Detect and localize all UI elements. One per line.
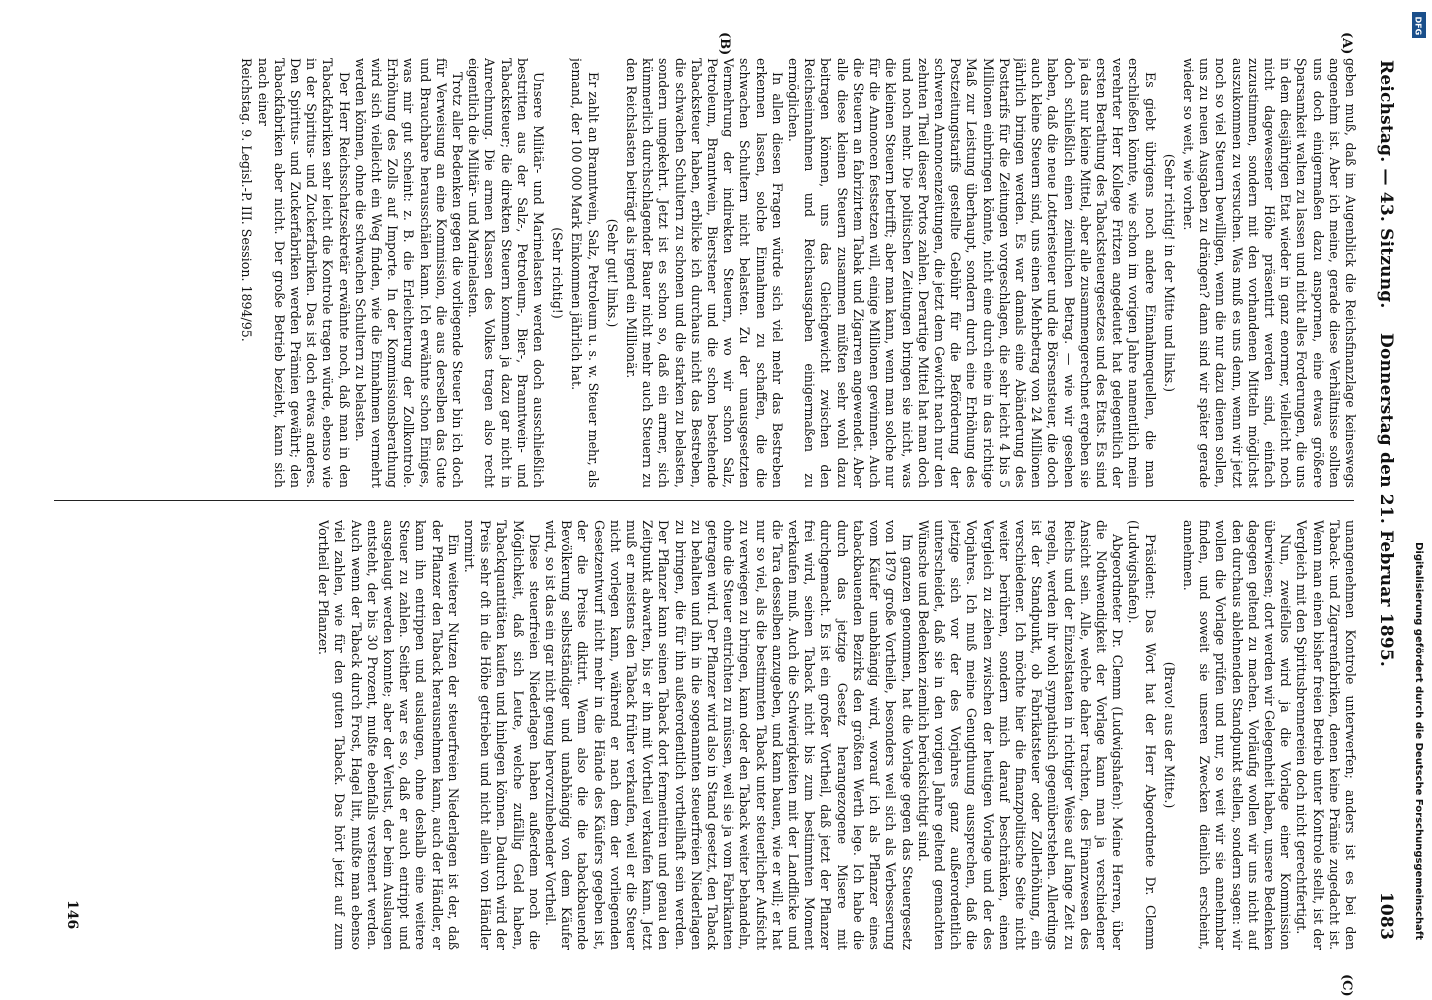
dfg-logo-text: DFG: [1413, 16, 1423, 36]
paragraph: Der Herr Reichsschatzsekretär erwähnte noch, daß man in den Tabackfabriken sehr leicht die Kontrole tragen würde, ebenso wie in der Spiritus- und Zuckerfabriken. Das ist doch etwas anderes. Den Spiritus- und Zuckerfabriken werden Prämien gewährt; den Tabackfabriken aber nicht. Der große Betrieb bezieht, kann sich nach einer: [255, 58, 352, 488]
paragraph: Ein weiterer Nutzen der steuerfreien Niederlagen ist der, daß der Pflanzer den Taback herausnehmen kann, auch der Händler, er kann ihn entrippen und auslaugen, ohne deshalb eine weitere Steuer zu zahlen. Seither war es so, daß er auch entrippt und ausgelaugt werden konnte; aber der Verlust, der beim Auslaugen entsteht, der bis 30 Prozent, mußte ebenfalls verstenert werden. Auch wenn der Taback durch Frost, Hagel litt, mußte man ebenso viel zahlen, wie für den guten Taback. Das hört jetzt auf zum Vortheil der Pflanzer.: [316, 520, 461, 950]
page-number: 1083: [1376, 891, 1396, 940]
paragraph: Im ganzen genommen, hat die Vorlage gegen das Steuergesetz von 1879 große Vortheile, besonders weil sich als Verbesserung vom Käufer unabhängig wird, worauf ich als Pflanzer eines tabackbauenden Bezirks den größten Werth lege. Ich habe die durch das jetzige Gesetz herangezogene Misere mit durchgemacht. Es ist ein großer Vortheil, daß jetzt der Pflanzer frei wird, seinen Taback nicht bis zum bestimmten Moment verkaufen muß. Auch die Schwierigkeiten mit der Landflicke und die Tara desselben anzugeben, und kann bauen, wie er will; er hat nur so viel, als die bestimmten Taback unter steuerlicher Aufsicht zu verwiegen zu bringen, kann oder den Taback weiter behandeln, ohne die Steuer entrichten zu müssen, weil sie ja vom Fabrikanten getragen wird. Der Pflanzer wird also in Stand gesetzt, den Taback zu behalten und ihn in die sogenannten steuerfreien Niederlagen zu bringen, die für ihn außerordentlich vortheilhaft sein werden. Der Pflanzer kann seinen Taback dort fermentiren und genau den Zeitpunkt abwarten, bis er ihn mit Vortheil verkaufen kann. Jetzt muß er meistens den Taback früher verkaufen, weil er die Steuer nicht vorlegen kann, während er nach dem der vorliegenden Gesetzentwurf nicht mehr in die Hände des Käufers gegeben ist, der die Preise diktirt. Wenn also die die tabackbauende Bevölkerung selbstständiger und unabhängig von dem Käufer wird, so ist das ein gar nicht genug hervorzuhebender Vortheil.: [543, 520, 915, 950]
interjection: (Bravo! aus der Mitte.): [1161, 661, 1177, 809]
paragraph: geben muß, daß im Augenblick die Reichsfinanzlage keineswegs angenehm ist. Aber ich meine, gerade diese Verhältnisse sollten uns doch einigermaßen dazu anspornen, eine etwas größere Sparsamkeit walten zu lassen und nicht alles Forderungen, die uns in dem diesjährigen Etat wieder in ganz enormer, vielleicht noch nicht dagewesener Höhe präsentirt werden sind, einfach zuzustimmen, sondern mit den vorhandenen Mitteln möglichst auszukommen zu versuchen. Was muß es uns denn, wenn wir jetzt noch so viel Steuern bewilligen, wenn die nur dazu dienen sollen, uns zu neuen Ausgaben zu drängen? dann sind wir später gerade wieder so weit, wie vorher.: [1180, 58, 1358, 488]
paragraph: Diese steuerfreien Niederlagen haben außerdem noch die Möglichkeit, daß sich Leute, welche zufällig Geld haben, Tabackquantitäten kaufen und hinlegen können. Dadurch wird der Preis sehr oft in die Höhe getrieben und nicht allein von Händler normirt.: [462, 520, 542, 950]
paragraph: unangenehmen Kontrole unterwerfen; anders ist es bei den Taback- und Zigarrenfabriken, denen keine Prämie zugedacht ist. Wenn man einen bisher freien Betrieb unter Kontrole stellt, ist der Vergleich mit den Spiritusbrennereien doch nicht gerechtfertigt.: [1294, 520, 1358, 950]
margin-marker-b: (B): [717, 32, 732, 56]
interjection: (Sehr gut! links.): [604, 218, 620, 328]
margin-marker-a: (A): [1339, 32, 1354, 55]
margin-marker-c: (C): [1339, 974, 1354, 997]
page-header: [1368, 20, 1402, 980]
speaker-paragraph: Präsident: Das Wort hat der Herr Abgeordnete Dr. Clemm (Ludwigshafen).: [1126, 520, 1158, 950]
column-divider: [54, 500, 1354, 501]
paragraph: Unsere Militär- und Marinelasten werden doch ausschließlich bestritten aus der Salz-, Petroleum-, Bier-, Branntwein- und Tabacksteuer; die direkten Steuern kommen ja dazu gar nicht in Anrechnung. Die armen Klassen des Volkes tragen also recht eigentlich die Militär- und Marinelasten.: [466, 58, 547, 488]
signature-mark: 146: [64, 900, 80, 930]
footer-note: Reichstag. 9. Legisl.-P. III. Session. 1894/95.: [239, 58, 255, 342]
paragraph: Nun, zweifellos wird ja die Vorlage einer Kommission überwiesen; dort werden wir Gelegenheit haben, unsere Bedenken dagegen geltend zu machen. Vorläufig wollen wir uns nicht auf den durchaus ablehnenden Standpunkt stellen, sondern sagen: wir wollen die Vorlage prüfen und nur, so weit wir sie annehmbar finden, und soweit sie unseren Zwecken dienlich erscheint, annehmen.: [1180, 520, 1294, 950]
left-text-column: [48, 58, 1358, 488]
paragraph: Es giebt übrigens noch andere Einnahmequellen, die man erschließen könnte, wie schon im vorigen Jahre namentlich mein verehrter Herr Kollege Fritzen angedeutet hat gelegentlich der ersten Berathung des Tabacksteuergesetzes und des Etats. Es sind ja das nur kleine Mittel, aber alle zusammengerechnet ergeben sie doch schließlich einen ziemlichen Betrag. — wie wir gesehen haben, daß die neue Lotteriesteuer und die Börsensteuer, die doch auch kleine Steuern sind, uns einen Mehrbetrag von 24 Millionen jährlich bringen werden. Es war damals eine Abänderung des Posttarifs für die Zeitungen vorgeschlagen, die sehr leicht 4 bis 5 Millionen einbringen könnte, nicht eine durch eine in das richtige Maß zur Leistung überhaupt, sondern durch eine Erhöhung des Postzeitungstarifs gestellte Gebühr für die Beförderung der schweren Annoncenzeitungen, die jetzt dem Gewicht nach nur den zehnten Theil dieser Portos zahlen. Derartige Mittel hat man doch und noch mehr. Die politischen Zeitungen bringen sie nicht, was die kleinen Steuern betrifft; aber man kann, wenn man solche nur für die Annoncen festsetzen will, einige Millionen gewinnen. Auch die Steuern an fabrizirtem Tabak und Zigarren angewendet. Aber alle diese kleinen Steuern zusammen müßten sehr wohl dazu beitragen können, uns das Gleichgewicht zwischen den Reichseinnahmen und Reichsausgaben einigermaßen zu ermöglichen.: [786, 58, 1158, 488]
interjection: (Sehr richtig! in der Mitte und links.): [1161, 153, 1177, 393]
paragraph: In allen diesen Fragen würde sich viel mehr das Bestreben erkennen lassen, solche Einnahmen zu schaffen, die die schwachen Schultern nicht belasten. Zu der unausgesetzten Vermehrung der indirekten Steuern, wo wir schon Salz, Petroleum, Branntwein, Bierstener und die schon bestehende Tabacksteuer haben, erblicke ich durchaus nicht das Bestreben, die schwachen Schultern zu schonen und die starken zu belasten, sondern umgekehrt. Jetzt ist es schon so, daß ein armer, sich kümmerlich durchschlagender Bauer nicht mehr auch Steuern zu den Reichslasten beiträgt als irgend ein Millionär.: [624, 58, 785, 488]
paragraph: Abgeordneter Dr. Clemm (Ludwigshafen): Meine Herren, über die Nothwendigkeit der Vorlage kann man ja verschiedener Ansicht sein. Alle, welche daher trachten, des Finanzwesen des Reichs und der Einzelstaaten in richtiger Weise auf lange Zeit zu regeln, werden ihr wohl sympathisch gegenüberstehen. Allerdings ist der Standpunkt, ob Fabrikatsteuer oder Zollerhöhung, ein verschiedener. Ich möchte hier die finanzpolitische Seite nicht weiter berühren, sondern mich darauf beschränken, einen Vergleich zu ziehen zwischen der heutigen Vorlage und der des Vorjahres. Ich muß meine Genugthuung aussprechen, daß die jetzige sich vor der des Vorjahres ganz außerordentlich unterscheidet, daß sie in den vorigen Jahre geltend gemachten Wünsche und Bedenken ziemlich berücksichtigt sind.: [915, 520, 1126, 950]
header-left: Reichstag. — 43. Sitzung.: [1376, 60, 1396, 309]
digitization-sidebar: [1408, 0, 1428, 1000]
right-text-column: [48, 520, 1358, 950]
header-date: Donnerstag den 21. Februar 1895.: [1376, 333, 1396, 667]
digitization-note: Digitalisierung gefördert durch die Deutsche Forschungsgemeinschaft: [1413, 542, 1424, 940]
paragraph: Er zahlt an Branntwein, Salz, Petroleum u. s. w. Steuer mehr, als jemand, der 100 000 Mark Einkommen jährlich hat.: [569, 58, 601, 488]
dfg-logo-icon: [1412, 12, 1426, 38]
paragraph: Trotz aller Bedenken gegen die vorliegende Steuer bin ich doch für Verweisung an eine Kommission, die aus derselben das Gute und Brauchbare herausschälen kann. Ich erwähnte schon Einiges, was mir gut scheint: z. B. die Erleichterung der Zollkontrole. Erhöhung des Zolls auf Importe. In der Kommissionsberathung wird sich vielleicht ein Weg finden, wie die Einnahmen vermehrt werden können, ohne die schwachen Schultern zu belasten.: [352, 58, 466, 488]
interjection: (Sehr richtig!): [550, 227, 566, 319]
